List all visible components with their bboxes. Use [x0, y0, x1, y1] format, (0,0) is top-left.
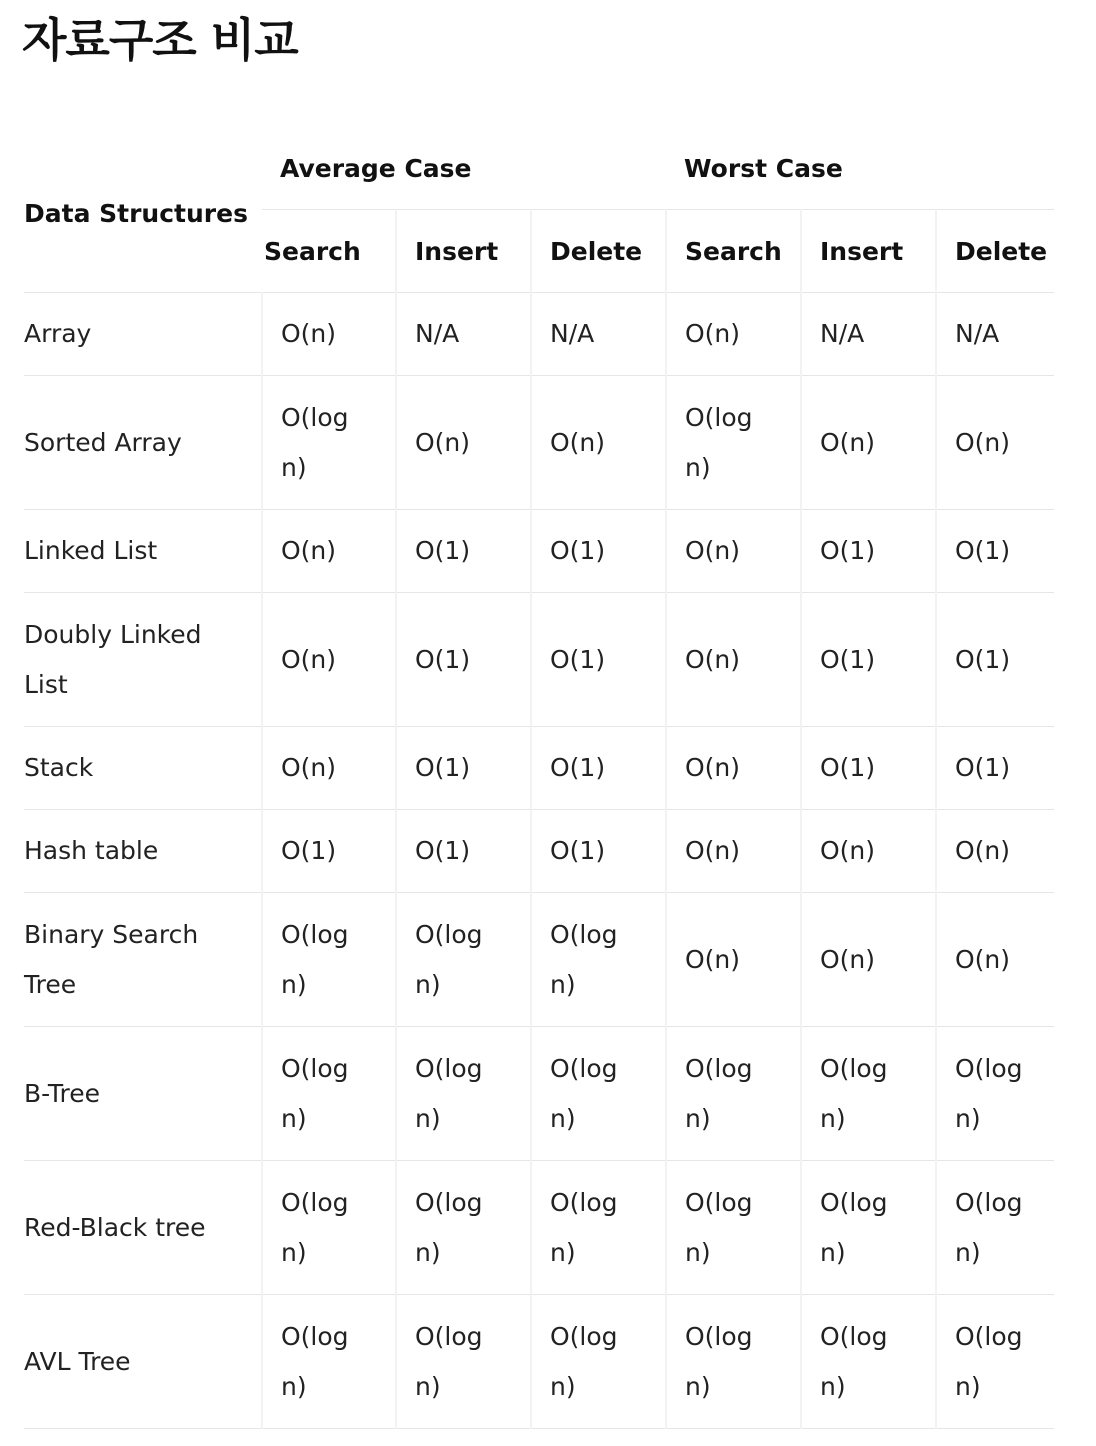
complexity-cell: O(1): [396, 593, 531, 727]
complexity-cell: O(n): [396, 376, 531, 510]
table-row: [24, 727, 1054, 810]
complexity-cell: O(n): [666, 893, 801, 1027]
table-row: [24, 810, 1054, 893]
group-header-row: [24, 124, 1054, 210]
row-name-cell: Stack: [24, 727, 262, 810]
worst-search-header: Search: [666, 210, 801, 293]
row-name-cell: AVL Tree: [24, 1295, 262, 1429]
complexity-cell: O(log n): [801, 1295, 936, 1429]
complexity-cell: O(log n): [666, 1295, 801, 1429]
complexity-cell: O(n): [801, 810, 936, 893]
row-name-cell: Doubly Linked List: [24, 593, 262, 727]
complexity-cell: O(n): [666, 810, 801, 893]
complexity-cell: O(log n): [262, 893, 396, 1027]
row-name-cell: Binary Search Tree: [24, 893, 262, 1027]
row-name-cell: Linked List: [24, 510, 262, 593]
row-name-cell: Red-Black tree: [24, 1161, 262, 1295]
table-row: [24, 1161, 1054, 1295]
average-case-header: Average Case: [280, 154, 472, 183]
complexity-table: [24, 124, 1054, 1429]
table-row: [24, 1295, 1054, 1429]
complexity-cell: O(log n): [936, 1161, 1054, 1295]
complexity-cell: O(log n): [396, 893, 531, 1027]
complexity-cell: N/A: [801, 293, 936, 376]
complexity-cell: O(1): [262, 810, 396, 893]
complexity-cell: O(log n): [262, 1027, 396, 1161]
complexity-cell: O(1): [936, 510, 1054, 593]
complexity-cell: O(n): [936, 810, 1054, 893]
avg-insert-header: Insert: [396, 210, 531, 293]
table-row: [24, 376, 1054, 510]
complexity-cell: O(n): [531, 376, 666, 510]
complexity-cell: O(n): [666, 293, 801, 376]
worst-delete-header: Delete: [936, 210, 1054, 293]
complexity-cell: O(log n): [936, 1295, 1054, 1429]
complexity-cell: O(1): [396, 510, 531, 593]
complexity-cell: O(log n): [531, 1295, 666, 1429]
complexity-cell: O(log n): [262, 1295, 396, 1429]
complexity-cell: O(1): [801, 727, 936, 810]
row-name-cell: B-Tree: [24, 1027, 262, 1161]
avg-delete-header: Delete: [531, 210, 666, 293]
complexity-cell: O(n): [666, 727, 801, 810]
complexity-cell: O(n): [801, 376, 936, 510]
table-body: [24, 293, 1054, 1429]
complexity-cell: O(log n): [396, 1295, 531, 1429]
complexity-cell: O(n): [936, 893, 1054, 1027]
complexity-cell: O(n): [666, 510, 801, 593]
row-name-cell: Hash table: [24, 810, 262, 893]
complexity-cell: O(1): [801, 510, 936, 593]
worst-insert-header: Insert: [801, 210, 936, 293]
complexity-cell: O(n): [936, 376, 1054, 510]
complexity-cell: O(1): [396, 727, 531, 810]
complexity-cell: O(1): [396, 810, 531, 893]
complexity-cell: O(n): [262, 293, 396, 376]
complexity-cell: N/A: [936, 293, 1054, 376]
complexity-cell: O(n): [262, 510, 396, 593]
complexity-cell: O(log n): [396, 1027, 531, 1161]
table-row: [24, 510, 1054, 593]
complexity-cell: O(1): [936, 593, 1054, 727]
worst-case-header: Worst Case: [684, 154, 843, 183]
row-name-cell: Sorted Array: [24, 376, 262, 510]
complexity-cell: O(log n): [666, 376, 801, 510]
table-row: [24, 893, 1054, 1027]
complexity-cell: O(log n): [666, 1161, 801, 1295]
data-structures-header: Data Structures: [24, 124, 262, 293]
complexity-cell: O(1): [531, 593, 666, 727]
table-row: [24, 293, 1054, 376]
row-name-cell: Array: [24, 293, 262, 376]
complexity-cell: O(log n): [666, 1027, 801, 1161]
complexity-cell: O(log n): [531, 1161, 666, 1295]
complexity-cell: O(log n): [531, 1027, 666, 1161]
complexity-cell: O(log n): [396, 1161, 531, 1295]
complexity-cell: O(n): [262, 727, 396, 810]
complexity-cell: O(log n): [262, 376, 396, 510]
complexity-cell: O(log n): [531, 893, 666, 1027]
complexity-cell: N/A: [396, 293, 531, 376]
complexity-cell: N/A: [531, 293, 666, 376]
page-title: 자료구조 비교: [22, 13, 298, 67]
complexity-cell: O(n): [801, 893, 936, 1027]
table-row: [24, 1027, 1054, 1161]
avg-search-header: Search: [262, 210, 396, 293]
complexity-cell: O(n): [666, 593, 801, 727]
complexity-cell: O(1): [531, 810, 666, 893]
complexity-cell: O(log n): [801, 1161, 936, 1295]
table-row: [24, 593, 1054, 727]
complexity-cell: O(1): [801, 593, 936, 727]
complexity-cell: O(log n): [936, 1027, 1054, 1161]
complexity-cell: O(1): [531, 727, 666, 810]
complexity-cell: O(log n): [262, 1161, 396, 1295]
complexity-cell: O(1): [531, 510, 666, 593]
complexity-cell: O(1): [936, 727, 1054, 810]
complexity-cell: O(log n): [801, 1027, 936, 1161]
complexity-cell: O(n): [262, 593, 396, 727]
